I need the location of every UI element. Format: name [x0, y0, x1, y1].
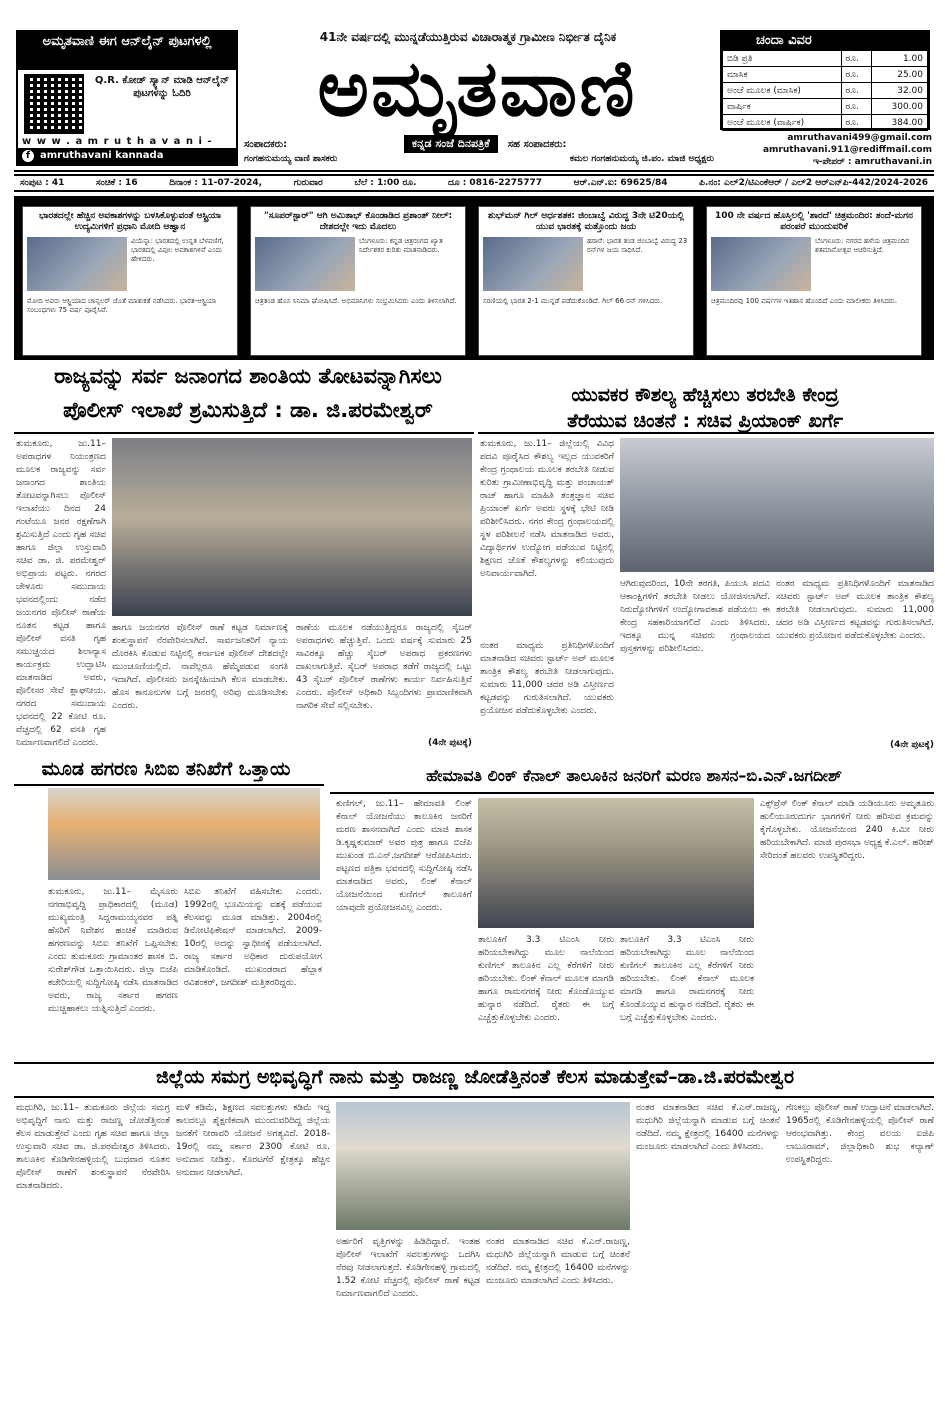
story4-headline[interactable]: ಹೇಮಾವತಿ ಲಿಂಕ್ ಕೆನಾಲ್ ತಾಲೂಕಿನ ಜನರಿಗೆ ಮರಣ ಶಾಸನ–ಬಿ.ಎನ್.ಜಗದೀಶ್ — [426, 766, 842, 785]
story1-continuation[interactable]: (4ನೇ ಪುಟಕ್ಕೆ) — [427, 738, 472, 748]
rni-number: ಆರ್.ಎನ್.ಐ: 69625/84 — [573, 178, 668, 188]
volume-number: ಸಂಪುಟ : 41 — [20, 178, 65, 188]
subscription-rates — [720, 30, 930, 130]
rates-table — [722, 50, 928, 131]
epaper-link[interactable]: ಇ-ಪೇಪರ್ : amruthavani.in — [812, 157, 932, 167]
issue-info-strip — [14, 174, 934, 192]
story4-column2: ತಾಲೂಕಿಗೆ 3.3 ಟಿಎಂಸಿ ನೀರು ಹರಿಯಬೇಕಾಗಿದ್ದು ಮೂಲ ನಾಲೆಯಿಂದ ಕುಣಿಗಲ್ ತಾಲೂಕಿನ ಎಲ್ಲ ಕೆರೆಗಳಿಗೆ ನೀರು ಹರಿಯಬೇಕು. ಲಿಂಕ್ ಕೆನಾಲ್ ಮೂಲಕ ಮಾಗಡಿ ಹಾಗೂ ರಾಮನಗರಕ್ಕೆ ನೀರು ಕೊಂಡೊಯ್ಯುವ ಹುನ್ನಾರ ನಡೆದಿದೆ. ರೈತರು ಈ ಬಗ್ಗೆ ಎಚ್ಚೆತ್ತುಕೊಳ್ಳಬೇಕು ಎಂದರು. — [478, 935, 614, 1023]
rate-label: ಮಾಸಿಕ — [723, 67, 842, 83]
story2-top-rule — [478, 432, 934, 434]
teaser-photo — [483, 237, 583, 291]
story1-top-rule — [14, 432, 474, 434]
story3-top-rule — [14, 784, 324, 786]
masthead-rule — [14, 170, 934, 172]
rate-label: ಅಂಚೆ ಮೂಲಕ (ವಾರ್ಷಿಕ) — [723, 115, 842, 131]
editor-name: ಗಂಗಹನುಮಯ್ಯ ವಾಣಿ ಶಾಸಕರು — [244, 154, 338, 164]
rate-value: 32.00 — [872, 83, 928, 99]
story3-photo — [48, 788, 320, 880]
teaser-card[interactable] — [22, 206, 238, 356]
story5-column4: ನಂತರ ಮಾತನಾಡಿದ ಸಚಿವ ಕೆ.ಎನ್.ರಾಜಣ್ಣ, ಮಧುಗಿರಿ ಜಿಲ್ಲೆಯನ್ನಾಗಿ ಮಾಡುವ ಬಗ್ಗೆ ಚಿಂತನೆ ನಡೆದಿದೆ. ನಮ್ಮ ಕ್ಷೇತ್ರದಲ್ಲಿ 16400 ಮನೆಗಳನ್ನು ಮಂಜೂರು ಮಾಡಲಾಗಿದೆ ಎಂದು ತಿಳಿಸಿದರು. — [486, 1237, 630, 1286]
teaser-text: ಹರಾರೆ: ಭಾರತ ತಂಡ ಜಿಂಬಾಬ್ವೆ ವಿರುದ್ಧ 23 ರನ್‌ಗಳ ಜಯ ಸಾಧಿಸಿದೆ. — [587, 237, 688, 254]
teaser-headline: "ಸೂಪರ್‌ಸ್ಟಾರ್" ಆಗಿ ಅಮಿತಾಭ್ ಕೊಂಡಾಡಿದ ಪ್ರಶಾಂತ್ ನೀಲ್: ದೇಶದಲ್ಲೇ ಇದು ಮೊದಲು — [263, 211, 453, 232]
story2-column1: ತುಮಕೂರು, ಜು.11– ಜಿಲ್ಲೆಯಲ್ಲಿ ವಿವಿಧ ಪದವಿ ಪೂರೈಸಿದ ಕೌಶಲ್ಯ ಇಲ್ಲದ ಯುವಕರಿಗೆ ಕೇಂದ್ರ ಗ್ರಂಥಾಲಯ ಮೂಲಕ ತರಬೇತಿ ನೀಡುವ ಕುರಿತು ಗ್ರಾಮೀಣಾಭಿವೃದ್ಧಿ ಮತ್ತು ಪಂಚಾಯತ್ ರಾಜ್ ಹಾಗೂ ಮಾಹಿತಿ ತಂತ್ರಜ್ಞಾನ ಸಚಿವ ಪ್ರಿಯಾಂಕ್ ಖರ್ಗೆ ಅವರು ಸ್ಥಳಕ್ಕೆ ಭೇಟಿ ನೀಡಿ ಪರಿಶೀಲಿಸಿದರು. ನಗರ ಕೇಂದ್ರ ಗ್ರಂಥಾಲಯದಲ್ಲಿ ಸ್ಥಳ ಪರಿಶೀಲನೆ ನಡೆಸಿ ಮಾತನಾಡಿದ ಅವರು, ವಿದ್ಯಾರ್ಥಿಗಳ ಉದ್ಯೋಗ ಪಡೆಯುವ ನಿಟ್ಟಿನಲ್ಲಿ ಶಿಕ್ಷಣದ ಜೊತೆ ಕೌಶಲ್ಯಗಳನ್ನು ಕಲಿಯುವುದು ಅನಿವಾರ್ಯವಾಗಿದೆ. — [480, 439, 614, 579]
story5-column2: ಮಳೆ ಕಡಿಮೆ, ಶಿಕ್ಷಣದ ಸವಲತ್ತುಗಳು ಕಡಿಮೆ ಇದ್ದ ಕಾಲದಲ್ಲೂ ಶೈಕ್ಷಣಿಕವಾಗಿ ಮುಂದುವರಿದಿದ್ದ ಜಿಲ್ಲೆಯ ಜನತೆಗೆ ನೀರಾವರಿ ಯೋಜನೆ ಅಗತ್ಯವಿದೆ. 2018-19ರಲ್ಲಿ ನಮ್ಮ ಸರ್ಕಾರ 2300 ಕೋಟಿ ರೂ. ಅನುದಾನ ನೀಡಿತ್ತು. ಕೊರಟಗೆರೆ ಕ್ಷೇತ್ರಕ್ಕೂ ಹೆಚ್ಚಿನ ಅನುದಾನ ನೀಡಲಾಗಿದೆ. — [176, 1103, 330, 1178]
email-secondary[interactable]: amruthavani.911@rediffmail.com — [762, 145, 932, 155]
story1-headline-line1[interactable]: ರಾಜ್ಯವನ್ನು ಸರ್ವ ಜನಾಂಗದ ಶಾಂತಿಯ ತೋಟವನ್ನಾಗಿಸಲು — [54, 364, 442, 388]
story3-column2: ಸಿಬಿಐ ತನಿಖೆಗೆ ವಹಿಸಬೇಕು ಎಂದರು. 1992ರಲ್ಲಿ ಭೂಮಿಯನ್ನು ವಶಕ್ಕೆ ಪಡೆಯುವ ಕೆಲಸವನ್ನು ಮೂಡ ಮಾಡಿತ್ತು. 2004ರಲ್ಲಿ ಡಿನೋಟಿಫಿಕೇಷನ್ ಮಾಡಲಾಗಿದೆ. 2009-10ರಲ್ಲಿ ಅದನ್ನು ಸ್ವಾಧೀನಕ್ಕೆ ಪಡೆಯಲಾಗಿದೆ. ರಾಜ್ಯ ಸರ್ಕಾರ ಅಧಿಕಾರ ದುರುಪಯೋಗ ಮಾಡಿಕೊಂಡಿದೆ. ಮುಖಂಡರಾದ ಹೆಬ್ಬಾಕ ರವಿಶಂಕರ್, ಜಗದೀಶ್ ಮತ್ತಿತರರಿದ್ದರು. — [184, 887, 322, 988]
rate-row — [723, 83, 928, 99]
story2-photo — [620, 438, 934, 572]
rates-title: ಚಂದಾ ವಿವರ — [722, 32, 928, 50]
contact-info — [722, 132, 932, 168]
story1-column3: ಠಾಣೆಯ ಮೂಲಕ ನಡೆಯುತ್ತಿದ್ದರೂ ರಾಜ್ಯದಲ್ಲಿ ಸೈಬರ್ ಅಪರಾಧಗಳು ಹೆಚ್ಚುತ್ತಿವೆ. ಒಂದು ವರ್ಷಕ್ಕೆ ಸುಮಾರು 25 ಸಾವಿರಕ್ಕೂ ಹೆಚ್ಚು ಸೈಬರ್ ಅಪರಾಧ ಪ್ರಕರಣಗಳು ದಾಖಲಾಗುತ್ತಿವೆ. ಸೈಬರ್ ಅಪರಾಧ ತಡೆಗೆ ರಾಜ್ಯದಲ್ಲಿ ಒಟ್ಟು 43 ಸೈಬರ್ ಪೊಲೀಸ್ ಠಾಣೆಗಳು ಕಾರ್ಯ ನಿರ್ವಹಿಸುತ್ತಿವೆ ಎಂದರು. ಪೊಲೀಸ್ ಅಧಿಕಾರಿ ಸಿಬ್ಬಂದಿಗಳು ಪ್ರಾಮಾಣಿಕವಾಗಿ ನಾಗರಿಕ ಸೇವೆ ಸಲ್ಲಿಸಬೇಕು. — [296, 623, 472, 711]
website-link[interactable]: w w w . a m r u t h a v a n i - — [22, 136, 213, 147]
teaser-headline: ಭಾರತದಲ್ಲೇ ಹೆಚ್ಚಿನ ಅವಕಾಶಗಳನ್ನು ಬಳಸಿಕೊಳ್ಳುವಂತೆ ಆಸ್ಟ್ರಿಯಾ ಉದ್ಯಮಿಗಳಿಗೆ ಪ್ರಧಾನಿ ಮೋದಿ ಆಹ್ವಾನ — [39, 211, 221, 232]
qr-instructions: Q.R. ಕೋಡ್ ಸ್ಕ್ಯಾನ್ ಮಾಡಿ ಆನ್‌ಲೈನ್ ಪುಟಗಳನ್ನು ಓದಿರಿ — [94, 75, 230, 99]
story1-column2: ಹಾಗೂ ಜಯನಗರ ಪೊಲೀಸ್ ಠಾಣೆ ಕಟ್ಟಡ ನಿರ್ಮಾಣಕ್ಕೆ ಶಂಕುಸ್ಥಾಪನೆ ನೆರವೇರಿಸಲಾಗಿದೆ. ಸಾರ್ವಜನಿಕರಿಗೆ ನ್ಯಾಯ ದೊರಕಿಸಿ ಕೊಡುವ ನಿಟ್ಟಿನಲ್ಲಿ ಕರ್ನಾಟಕ ಪೊಲೀಸ್ ದೇಶದಲ್ಲೇ ಮುಂಚೂಣಿಯಲ್ಲಿದೆ. ನಾವೆಲ್ಲರೂ ಹೆಮ್ಮೆಪಡುವ ಸಂಗತಿ ಇದಾಗಿದೆ. ಪೊಲೀಸರು ಜನಸ್ನೇಹಿಯಾಗಿ ಕೆಲಸ ಮಾಡಬೇಕು. ಹೊಸ ಕಾನೂನುಗಳ ಬಗ್ಗೆ ಜನರಲ್ಲಿ ಅರಿವು ಮೂಡಿಸಬೇಕು ಎಂದರು. — [112, 623, 288, 711]
story2-continuation[interactable]: (4ನೇ ಪುಟಕ್ಕೆ) — [889, 740, 934, 750]
story2-headline-line2[interactable]: ತೆರೆಯುವ ಚಿಂತನೆ : ಸಚಿವ ಪ್ರಿಯಾಂಕ್ ಖರ್ಗೆ — [567, 410, 843, 432]
facebook-link[interactable] — [18, 148, 236, 164]
postal-registration: ಪಿ.ನಂ: ಎಲ್2/ಟಿಎಂಕೆಆರ್ / ಎಲ್2 ಆರ್‌ಎನ್‌ಪಿ-442/2024-2026 — [699, 178, 928, 188]
story5-column6: ಗೆಣಕಲ್ಲು ಪೊಲೀಸ್ ಠಾಣೆ ಉದ್ಘಾಟನೆ ಮಾಡಲಾಗಿದೆ. 1965ರಲ್ಲಿ ಕೊಡಿಗೇನಹಳ್ಳಿಯಲ್ಲಿ ಪೊಲೀಸ್ ಠಾಣೆ ಆರಂಭವಾಗಿತ್ತು. ಕೇಂದ್ರ ವಲಯ ಐಜಿಪಿ ಲಾಬೂರಾಮ್, ಜಿಲ್ಲಾಧಿಕಾರಿ ಶುಭ ಕಲ್ಯಾಣ್ ಉಪಸ್ಥಿತರಿದ್ದರು. — [786, 1103, 934, 1165]
rate-value: 384.00 — [872, 115, 928, 131]
rate-value: 300.00 — [872, 99, 928, 115]
story4-column1: ಕುಣಿಗಲ್, ಜು.11– ಹೇಮಾವತಿ ಲಿಂಕ್ ಕೆನಾಲ್ ಯೋಜನೆಯು ತಾಲೂಕಿನ ಜನರಿಗೆ ಮರಣ ಶಾಸನವಾಗಿದೆ ಎಂದು ಮಾಜಿ ಶಾಸಕ ಡಿ.ಕೃಷ್ಣಕುಮಾರ್ ಅವರ ಪುತ್ರ ಹಾಗೂ ಬಿಜೆಪಿ ಮುಖಂಡ ಬಿ.ಎನ್.ಜಗದೀಶ್ ಆರೋಪಿಸಿದರು. ಪಟ್ಟಣದ ಪತ್ರಿಕಾ ಭವನದಲ್ಲಿ ಸುದ್ದಿಗೋಷ್ಠಿ ನಡೆಸಿ ಮಾತನಾಡಿದ ಅವರು, ಲಿಂಕ್ ಕೆನಾಲ್ ಯೋಜನೆಯಿಂದ ಕುಣಿಗಲ್ ತಾಲೂಕಿಗೆ ಯಾವುದೇ ಪ್ರಯೋಜನವಿಲ್ಲ ಎಂದರು. — [336, 799, 472, 913]
story4-photo — [478, 798, 754, 928]
qr-code-icon[interactable] — [24, 74, 84, 134]
teaser-headline: ಶುಭ್‌ಮನ್ ಗಿಲ್ ಅರ್ಧಶತಕ: ಜಿಂಬಾಬ್ವೆ ವಿರುದ್ಧ 3ನೇ ಟಿ20ಯಲ್ಲಿ ಯುವ ಭಾರತಕ್ಕೆ ಮತ್ತೊಂದು ಜಯ — [487, 211, 685, 232]
story4-column4: ಎಕ್ಸ್‌ಪ್ರೆಸ್ ಲಿಂಕ್ ಕೆನಾಲ್ ಮಾಡಿ ಯಡಿಯೂರು ಅಮೃತೂರು ಹುಲಿಯೂರುದುರ್ಗ ಭಾಗಗಳಿಗೆ ನೀರು ಹರಿಸುವ ಕ್ರಮವನ್ನು ಕೈಗೊಳ್ಳಬೇಕು. ಯೋಜನೆಯಿಂದ 240 ಕಿ.ಮೀ ನೀರು ಹರಿಯಬೇಕಾಗಿದೆ. ಮಾಜಿ ಪುರಸಭಾ ಅಧ್ಯಕ್ಷ ಕೆ.ಎಲ್. ಹರೀಶ್ ಸೇರಿದಂತೆ ಹಲವರು ಉಪಸ್ಥಿತರಿದ್ದರು. — [760, 799, 934, 861]
teaser-text: ಬೆಂಗಳೂರು: ಕನ್ನಡ ಚಿತ್ರರಂಗದ ಖ್ಯಾತ ನಿರ್ದೇಶಕರ ಕುರಿತು ಮಾತನಾಡಿದರು. — [359, 237, 443, 254]
phone-number: ದೂ : 0816-2275777 — [448, 178, 543, 188]
issue-day: ಗುರುವಾರ — [293, 178, 323, 188]
teaser-text: ಬೆಂಗಳೂರು: ನಗರದ ಹಳೆಯ ಚಿತ್ರಮಂದಿರ ಶತಮಾನೋತ್ಸವ ಆಚರಿಸುತ್ತಿದೆ. — [815, 237, 909, 254]
teaser-photo — [27, 237, 127, 291]
story5-headline-rule — [14, 1096, 934, 1098]
editor-names — [244, 154, 714, 164]
rate-unit: ರೂ. — [841, 83, 872, 99]
tagline: 41ನೇ ವರ್ಷದಲ್ಲಿ ಮುನ್ನಡೆಯುತ್ತಿರುವ ವಿಚಾರಾತ್ಮಕ ಗ್ರಾಮೀಣ ನಿರ್ಭೀತ ದೈನಿಕ — [319, 30, 617, 44]
rate-value: 1.00 — [872, 51, 928, 67]
rate-label: ಬಿಡಿ ಪ್ರತಿ — [723, 51, 842, 67]
email-primary[interactable]: amruthavani499@gmail.com — [787, 133, 932, 143]
co-editor-name: ಕಮಲ ಗಂಗಹನುಮಯ್ಯ ಜಿ.ಪಂ. ಮಾಜಿ ಅಧ್ಯಕ್ಷರು — [569, 154, 714, 164]
story5-column1: ಮಧುಗಿರಿ, ಜು.11– ತುಮಕೂರು ಜಿಲ್ಲೆಯ ಸಮಗ್ರ ಅಭಿವೃದ್ಧಿಗೆ ನಾನು ಮತ್ತು ರಾಜಣ್ಣ ಜೋಡೆತ್ತಿನಂತೆ ಕೆಲಸ ಮಾಡುತ್ತೇವೆ ಎಂದು ಗೃಹ ಸಚಿವ ಹಾಗೂ ಜಿಲ್ಲಾ ಉಸ್ತುವಾರಿ ಸಚಿವ ಡಾ. ಜಿ.ಪರಮೇಶ್ವರ ತಿಳಿಸಿದರು. ತಾಲೂಕಿನ ಕೊಡಿಗೇನಹಳ್ಳಿಯಲ್ಲಿ ಬುಧವಾರ ನೂತನ ಪೊಲೀಸ್ ಠಾಣೆಗೆ ಶಂಕುಸ್ಥಾಪನೆ ನೆರವೇರಿಸಿ ಮಾತನಾಡಿದರು. — [16, 1103, 170, 1191]
teaser-footer-text: ಚಿತ್ರಮಂದಿರವು 100 ವರ್ಷಗಳ ಇತಿಹಾಸ ಹೊಂದಿದೆ ಎಂದು ಮಾಲೀಕರು ತಿಳಿಸಿದರು. — [711, 297, 898, 305]
story5-column3: ಅರ್ಹರಿಗೆ ವೃತ್ತಿಗಳನ್ನು ಹಿಡಿದಿದ್ದಾರೆ. ಇಂತಹ ಪೊಲೀಸ್ ಇಲಾಖೆಗೆ ಸವಲತ್ತುಗಳನ್ನು ಒದಗಿಸಿ ನೆರವು ನೀಡಲಾಗುತ್ತದೆ. ಕೊಡಿಗೇನಹಳ್ಳಿ ಗ್ರಾಮದಲ್ಲಿ 1.52 ಕೋಟಿ ವೆಚ್ಚದಲ್ಲಿ ಪೊಲೀಸ್ ಠಾಣೆ ಕಟ್ಟಡ ನಿರ್ಮಾಣವಾಗಲಿದೆ ಎಂದರು. — [336, 1237, 480, 1299]
story4-top-rule — [330, 792, 934, 794]
rate-unit: ರೂ. — [841, 115, 872, 131]
story1-column1: ತುಮಕೂರು, ಜು.11– ಅಪರಾಧಗಳ ನಿಯಂತ್ರಣದ ಮೂಲಕ ರಾಜ್ಯವನ್ನು ಸರ್ವ ಜನಾಂಗದ ಶಾಂತಿಯ ತೋಟವನ್ನಾಗಿಸಲು ಪೊಲೀಸ್ ಇಲಾಖೆಯು ದಿನದ 24 ಗಂಟೆಯೂ ಜನರ ರಕ್ಷಣೆಗಾಗಿ ಶ್ರಮಿಸುತ್ತಿದೆ ಎಂದು ಗೃಹ ಸಚಿವ ಹಾಗೂ ಜಿಲ್ಲಾ ಉಸ್ತುವಾರಿ ಸಚಿವ ಡಾ. ಜಿ. ಪರಮೇಶ್ವರ್ ಅಭಿಪ್ರಾಯ ಪಟ್ಟರು. ನಗರದ ಚೇಳೂರು ಸಮುದಾಯ ಭವನದಲ್ಲಿಂದು ನಡೆದ ಜಯನಗರ ಪೊಲೀಸ್ ಠಾಣೆಯ ನೂತನ ಕಟ್ಟಡ ಹಾಗೂ ಪೊಲೀಸ್ ವಸತಿ ಗೃಹ ಸಮುಚ್ಚಯದ ಶಿಲಾನ್ಯಾಸ ಕಾರ್ಯಕ್ರಮ ಉದ್ಘಾಟಿಸಿ ಮಾತನಾಡಿದ ಅವರು, ಪೊಲೀಸರ ಸೇವೆ ಶ್ಲಾಘನೀಯ. ನಗರದ ಸಮುದಾಯ ಭವನದಲ್ಲಿ 22 ಕೋಟಿ ರೂ. ವೆಚ್ಚದಲ್ಲಿ 62 ವಸತಿ ಗೃಹ ನಿರ್ಮಾಣವಾಗಲಿದೆ ಎಂದರು. — [16, 439, 106, 748]
teaser-footer-text: ಮೋದಿ ಅವರು ಆಸ್ಟ್ರಿಯಾದ ಚಾನ್ಸಲರ್ ಜೊತೆ ಮಾತುಕತೆ ನಡೆಸಿದರು. ಭಾರತ-ಆಸ್ಟ್ರಿಯಾ ಸಂಬಂಧಗಳು 75 ವರ್ಷ ಪೂರೈಸಿವೆ. — [27, 297, 217, 314]
story3-headline[interactable]: ಮೂಡ ಹಗರಣ ಸಿಬಿಐ ತನಿಖೆಗೆ ಒತ್ತಾಯ — [41, 758, 291, 780]
teaser-text: ವಿಯೆನ್ನಾ: ಭಾರತದಲ್ಲಿ ಉನ್ನತ ಬೆಳವಣಿಗೆ, ಭಾರತದಲ್ಲಿ ವಿಪುಲ ಅವಕಾಶಗಳಿವೆ ಎಂದು ಹೇಳಿದರು. — [131, 237, 224, 263]
editor-label: ಸಂಪಾದಕರು: — [244, 138, 288, 150]
story2-column4: ನಂತರ ಮಾಧ್ಯಮ ಪ್ರತಿನಿಧಿಗಳೊಂದಿಗೆ ಮಾತನಾಡಿದ ಸಚಿವರು ಸ್ಟಾರ್ಟ್ ಅಪ್ ಮೂಲಕ ತಾಂತ್ರಿಕ ಕೌಶಲ್ಯ ತರಬೇತಿ ನೀಡಲಾಗುವುದು. ಸುಮಾರು 11,000 ಚದರ ಅಡಿ ವಿಸ್ತೀರ್ಣದ ಕಟ್ಟಡವನ್ನು ಗುರುತಿಸಲಾಗಿದೆ. ಯುವಕರು ಪ್ರಯೋಜನ ಪಡೆದುಕೊಳ್ಳಬೇಕು ಎಂದರು. — [776, 579, 934, 641]
teaser-card[interactable] — [478, 206, 694, 356]
teaser-headline: 100 ನೇ ವರ್ಷದ ಹೊಸ್ತಿಲಲ್ಲಿ 'ಶಾರದೆ' ಚಿತ್ರಮಂದಿರ: ತಂದೆ-ಮಗನ ಪರಂಪರೆ ಮುಂದುವರಿಕೆ — [714, 211, 913, 232]
rate-row — [723, 99, 928, 115]
facebook-icon: f — [22, 150, 34, 162]
story2-column3: ಆಗಿರುವುದರಿಂದ, 10ನೇ ತರಗತಿ, ಪಿಯುಸಿ ಪದವಿ ಆಕಾಂಕ್ಷಿಗಳಿಗೆ ತರಬೇತಿ ನೀಡಲು ಯೋಜಿಸಲಾಗಿದೆ. ನಿರುದ್ಯೋಗಿಗಳಿಗೆ ಉದ್ಯೋಗಾವಕಾಶ ಪಡೆಯಲು ಈ ಕೇಂದ್ರ ಸಹಕಾರಿಯಾಗಲಿದೆ ಎಂದು ತಿಳಿಸಿದರು. ಇದಕ್ಕೂ ಮುನ್ನ ಸಚಿವರು ಗ್ರಂಥಾಲಯದ ಪುಸ್ತಕಗಳನ್ನು ಪರಿಶೀಲಿಸಿದರು. — [620, 579, 770, 654]
rate-row — [723, 115, 928, 131]
story3-column1: ತುಮಕೂರು, ಜು.11– ಮೈಸೂರು ನಗರಾಭಿವೃದ್ಧಿ ಪ್ರಾಧಿಕಾರದಲ್ಲಿ (ಮೂಡ) ಮುಖ್ಯಮಂತ್ರಿ ಸಿದ್ದರಾಮಯ್ಯನವರ ಪತ್ನಿ ಹೆಸರಿಗೆ ನಿವೇಶನ ಹಂಚಿಕೆ ಮಾಡಿರುವ ಹಗರಣವನ್ನು ಸಿಬಿಐ ತನಿಖೆಗೆ ಒಪ್ಪಿಸಬೇಕು ಎಂದು ತುಮಕೂರು ಗ್ರಾಮಾಂತರ ಶಾಸಕ ಬಿ. ಸುರೇಶ್‌ಗೌಡ ಒತ್ತಾಯಿಸಿದರು. ಜಿಲ್ಲಾ ಬಿಜೆಪಿ ಕಚೇರಿಯಲ್ಲಿ ಸುದ್ದಿಗೋಷ್ಠಿ ನಡೆಸಿ ಮಾತನಾಡಿದ ಅವರು, ರಾಜ್ಯ ಸರ್ಕಾರ ಹಗರಣ ಮುಚ್ಚಿಹಾಕಲು ಯತ್ನಿಸುತ್ತಿದೆ ಎಂದರು. — [48, 887, 178, 1014]
rate-label: ಅಂಚೆ ಮೂಲಕ (ಮಾಸಿಕ) — [723, 83, 842, 99]
issue-date: ದಿನಾಂಕ : 11-07-2024, — [169, 178, 263, 188]
price: ಬೆಲೆ : 1:00 ರೂ. — [354, 178, 417, 188]
paper-type: ಕನ್ನಡ ಸಂಜೆ ದಿನಪತ್ರಿಕೆ — [404, 135, 498, 153]
rate-label: ವಾರ್ಷಿಕ — [723, 99, 842, 115]
promo-heading: ಅಮೃತವಾಣಿ ಈಗ ಆನ್‌ಲೈನ್ ಪುಟಗಳಲ್ಲಿ — [18, 32, 236, 70]
teaser-row — [14, 196, 934, 360]
story4-column3: ತಾಲೂಕಿಗೆ 3.3 ಟಿಎಂಸಿ ನೀರು ಹರಿಯಬೇಕಾಗಿದ್ದು ಮೂಲ ನಾಲೆಯಿಂದ ಕುಣಿಗಲ್ ತಾಲೂಕಿನ ಎಲ್ಲ ಕೆರೆಗಳಿಗೆ ನೀರು ಹರಿಯಬೇಕು. ಲಿಂಕ್ ಕೆನಾಲ್ ಮೂಲಕ ಮಾಗಡಿ ಹಾಗೂ ರಾಮನಗರಕ್ಕೆ ನೀರು ಕೊಂಡೊಯ್ಯುವ ಹುನ್ನಾರ ನಡೆದಿದೆ. ರೈತರು ಈ ಬಗ್ಗೆ ಎಚ್ಚೆತ್ತುಕೊಳ್ಳಬೇಕು ಎಂದರು. — [620, 935, 754, 1023]
teaser-photo — [255, 237, 355, 291]
teaser-photo — [711, 237, 811, 291]
story5-photo — [336, 1102, 630, 1230]
rate-row — [723, 67, 928, 83]
story5-column5: ನಂತರ ಮಾತನಾಡಿದ ಸಚಿವ ಕೆ.ಎನ್.ರಾಜಣ್ಣ, ಮಧುಗಿರಿ ಜಿಲ್ಲೆಯನ್ನಾಗಿ ಮಾಡುವ ಬಗ್ಗೆ ಚಿಂತನೆ ನಡೆದಿದೆ. ನಮ್ಮ ಕ್ಷೇತ್ರದಲ್ಲಿ 16400 ಮನೆಗಳನ್ನು ಮಂಜೂರು ಮಾಡಲಾಗಿದೆ ಎಂದು ತಿಳಿಸಿದರು. — [636, 1103, 780, 1152]
teaser-card[interactable] — [706, 206, 922, 356]
rate-unit: ರೂ. — [841, 67, 872, 83]
story1-photo — [112, 438, 472, 616]
newspaper-logo: ಅಮೃತವಾಣಿ — [317, 43, 637, 134]
issue-number: ಸಂಚಿಕೆ : 16 — [95, 178, 138, 188]
story5-top-rule — [14, 1062, 934, 1064]
rate-unit: ರೂ. — [841, 99, 872, 115]
teaser-card[interactable] — [250, 206, 466, 356]
rate-unit: ರೂ. — [841, 51, 872, 67]
promo-box — [16, 30, 238, 166]
rate-row — [723, 51, 928, 67]
story1-headline-line2[interactable]: ಪೊಲೀಸ್ ಇಲಾಖೆ ಶ್ರಮಿಸುತ್ತಿದೆ : ಡಾ. ಜಿ.ಪರಮೇಶ್ವರ್ — [63, 398, 433, 422]
rate-value: 25.00 — [872, 67, 928, 83]
story2-headline-line1[interactable]: ಯುವಕರ ಕೌಶಲ್ಯ ಹೆಚ್ಚಿಸಲು ತರಬೇತಿ ಕೇಂದ್ರ — [571, 384, 839, 406]
facebook-label: amruthavani kannada — [40, 150, 164, 161]
story5-headline[interactable]: ಜಿಲ್ಲೆಯ ಸಮಗ್ರ ಅಭಿವೃದ್ಧಿಗೆ ನಾನು ಮತ್ತು ರಾಜಣ್ಣ ಜೋಡೆತ್ತಿನಂತೆ ಕೆಲಸ ಮಾಡುತ್ತೇವೆ–ಡಾ.ಜಿ.ಪರಮೇಶ್ವರ — [155, 1066, 795, 1088]
co-editor-label: ಸಹ ಸಂಪಾದಕರು: — [507, 138, 567, 150]
teaser-footer-text: ಚಿತ್ರತಂಡ ಹೊಸ ಸಿನಿಮಾ ಘೋಷಿಸಿದೆ. ಅಭಿಮಾನಿಗಳು ಸಂಭ್ರಮಿಸಿದರು ಎಂದು ತಿಳಿಸಲಾಗಿದೆ. — [255, 297, 457, 305]
story2-column2: ನಂತರ ಮಾಧ್ಯಮ ಪ್ರತಿನಿಧಿಗಳೊಂದಿಗೆ ಮಾತನಾಡಿದ ಸಚಿವರು ಸ್ಟಾರ್ಟ್ ಅಪ್ ಮೂಲಕ ತಾಂತ್ರಿಕ ಕೌಶಲ್ಯ ತರಬೇತಿ ನೀಡಲಾಗುವುದು. ಸುಮಾರು 11,000 ಚದರ ಅಡಿ ವಿಸ್ತೀರ್ಣದ ಕಟ್ಟಡವನ್ನು ಗುರುತಿಸಲಾಗಿದೆ. ಯುವಕರು ಪ್ರಯೋಜನ ಪಡೆದುಕೊಳ್ಳಬೇಕು ಎಂದರು. — [480, 641, 614, 716]
editor-bar — [244, 134, 714, 154]
teaser-footer-text: ಸರಣಿಯಲ್ಲಿ ಭಾರತ 2-1 ಮುನ್ನಡೆ ಪಡೆದುಕೊಂಡಿದೆ. ಗಿಲ್ 66 ರನ್ ಗಳಿಸಿದರು. — [483, 297, 663, 305]
